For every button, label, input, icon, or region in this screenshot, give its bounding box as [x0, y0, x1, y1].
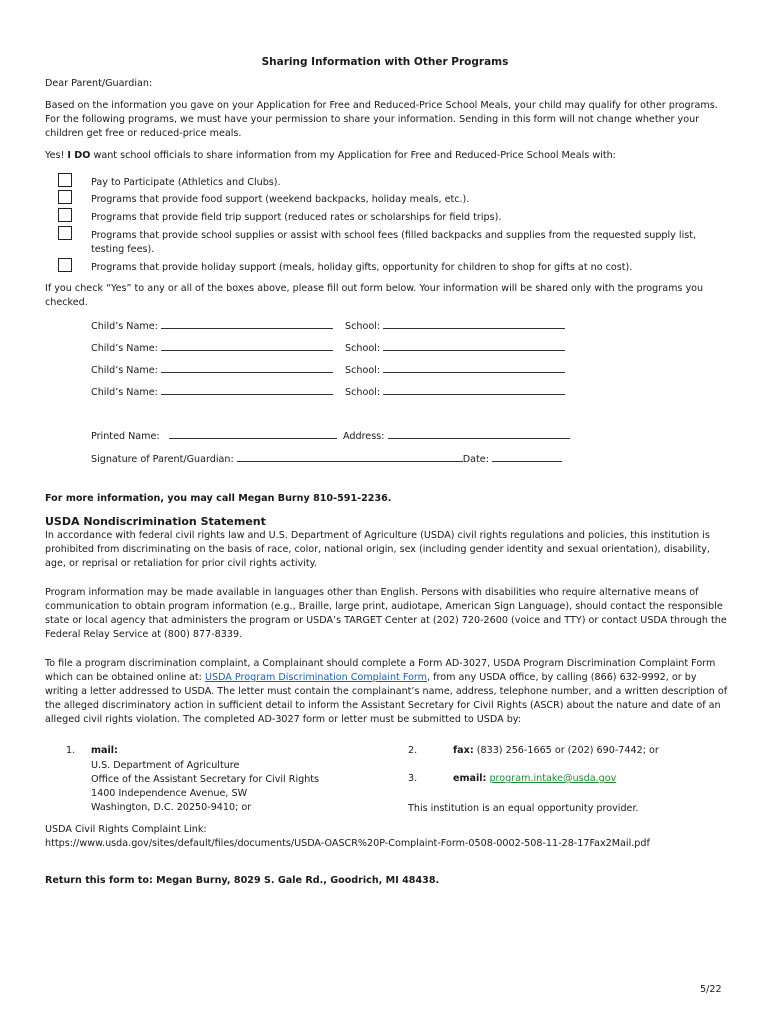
usda-p3-text: , from any USDA office, by calling (866) 632-9992, or by writing a letter addressed to USDA. The letter must contain the complainant’s name, address, telephone number, and a written description of the alleged discriminatory action in sufficient detail to inform the Assistant Secretary for Civil Rights (ASCR) about the nature and date of an alleged civil rights violation. The completed AD-3027 form or letter must be submitted to USDA by: [45, 672, 728, 725]
checkbox-field-trip-support[interactable] [58, 208, 72, 222]
usda-paragraph [45, 657, 730, 727]
mail-label: mail: [91, 745, 118, 756]
email-link[interactable]: program.intake@usda.gov [489, 773, 617, 784]
signature-row [91, 451, 562, 465]
email-line [453, 773, 616, 784]
school-row [345, 362, 565, 376]
consent-statement [45, 150, 616, 161]
school-label: School: [345, 343, 381, 354]
school-field[interactable] [383, 384, 565, 395]
date-label: Date: [462, 454, 489, 465]
complaint-form-link[interactable]: USDA Program Discrimination Complaint Form [204, 672, 428, 683]
option-label: Programs that provide school supplies or assist with school fees (filled backpacks and supplies from the requested supply list, testing fees). [91, 230, 697, 255]
complaint-url[interactable]: https://www.usda.gov/sites/default/files/documents/USDA-OASCR%20P-Complaint-Form-0508-0002-508-11-28-17Fax2Mail.pdf [45, 838, 650, 849]
mail-address-line: U.S. Department of Agriculture [91, 760, 240, 771]
checkbox-holiday-support[interactable] [58, 258, 72, 272]
mail-address-line: 1400 Independence Avenue, SW [91, 788, 248, 799]
mail-address-line: Office of the Assistant Secretary for Civil Rights [91, 774, 320, 785]
fax-text: (833) 256-1665 or (202) 690-7442; or [473, 745, 659, 756]
consent-bold: I DO [67, 150, 91, 161]
date-field[interactable] [492, 451, 562, 462]
child-name-field[interactable] [161, 340, 333, 351]
child-row [91, 362, 333, 376]
salutation: Dear Parent/Guardian: [45, 78, 153, 89]
child-name-field[interactable] [161, 362, 333, 373]
school-field[interactable] [383, 362, 565, 373]
checkbox-pay-to-participate[interactable] [58, 173, 72, 187]
address-field[interactable] [388, 428, 570, 439]
child-name-label: Child’s Name: [91, 365, 158, 376]
mail-address-line: Washington, D.C. 20250-9410; or [91, 802, 252, 813]
fax-label: fax: [453, 745, 474, 756]
equal-opportunity-text: This institution is an equal opportunity provider. [408, 803, 639, 814]
usda-paragraph: Program information may be made available in languages other than English. Persons with disabilities who require alternative means of communication to obtain program information (e.g., Braille, large print, audiotape, American Sign Language), should contact the responsible state or local agency that administers the program or USDA’s TARGET Center at (202) 720-2600 (voice and TTY) or contact USDA through the Federal Relay Service at (800) 877-8339. [45, 587, 727, 640]
checkbox-food-support[interactable] [58, 190, 72, 204]
child-name-label: Child’s Name: [91, 387, 158, 398]
address-label: Address: [343, 431, 385, 442]
email-label: email: [453, 773, 487, 784]
option-label: Pay to Participate (Athletics and Clubs). [91, 177, 281, 188]
checkbox-school-supplies[interactable] [58, 226, 72, 240]
signature-label: Signature of Parent/Guardian: [91, 454, 234, 465]
list-number: 1. [66, 745, 76, 756]
signature-field[interactable] [237, 451, 463, 462]
document-title: Sharing Information with Other Programs [261, 56, 509, 68]
school-row [345, 384, 565, 398]
school-row [345, 340, 565, 354]
child-name-label: Child’s Name: [91, 321, 158, 332]
page-number: 5/22 [700, 984, 722, 995]
option-label: Programs that provide field trip support (reduced rates or scholarships for field trips). [91, 212, 502, 223]
list-number: 3. [408, 773, 418, 784]
school-label: School: [345, 365, 381, 376]
printed-name-row [91, 428, 337, 442]
return-to-text: Return this form to: Megan Burny, 8029 S. Gale Rd., Goodrich, MI 48438. [45, 875, 440, 886]
consent-suffix: want school officials to share information from my Application for Free and Reduced-Price School Meals with: [90, 150, 616, 161]
more-info-text: For more information, you may call Megan Burny 810-591-2236. [45, 493, 392, 504]
school-label: School: [345, 321, 381, 332]
consent-prefix: Yes! [45, 150, 68, 161]
usda-heading: USDA Nondiscrimination Statement [45, 515, 266, 528]
child-row [91, 384, 333, 398]
option-label: Programs that provide holiday support (meals, holiday gifts, opportunity for children to shop for gifts at no cost). [91, 262, 633, 273]
usda-p3-text: To file a program discrimination complaint, a Complainant should complete a Form AD-3027, USDA Program Discrimination Complaint Form which can be obtained online at: [45, 658, 716, 683]
school-field[interactable] [383, 318, 565, 329]
child-row [91, 340, 333, 354]
school-field[interactable] [383, 340, 565, 351]
list-number: 2. [408, 745, 418, 756]
fax-line [453, 745, 659, 756]
school-label: School: [345, 387, 381, 398]
child-name-field[interactable] [161, 384, 333, 395]
child-row [91, 318, 333, 332]
option-label: Programs that provide food support (weekend backpacks, holiday meals, etc.). [91, 194, 470, 205]
followup-paragraph: If you check “Yes” to any or all of the boxes above, please fill out form below. Your information will be shared only with the programs you checked. [45, 283, 704, 308]
school-row [345, 318, 565, 332]
child-name-field[interactable] [161, 318, 333, 329]
usda-paragraph: In accordance with federal civil rights law and U.S. Department of Agriculture (USDA) civil rights regulations and policies, this institution is prohibited from discriminating on the basis of race, color, national origin, sex (including gender identity and sexual orientation), disability, age, or reprisal or retaliation for prior civil rights activity. [45, 530, 710, 569]
child-name-label: Child’s Name: [91, 343, 158, 354]
printed-name-label: Printed Name: [91, 431, 160, 442]
printed-name-field[interactable] [169, 428, 337, 439]
complaint-link-label: USDA Civil Rights Complaint Link: [45, 824, 207, 835]
intro-paragraph: Based on the information you gave on your Application for Free and Reduced-Price School Meals, your child may qualify for other programs. For the following programs, we must have your permission to share your information. Sending in this form will not change whether your children get free or reduced-price meals. [45, 100, 718, 139]
address-row [343, 428, 570, 442]
